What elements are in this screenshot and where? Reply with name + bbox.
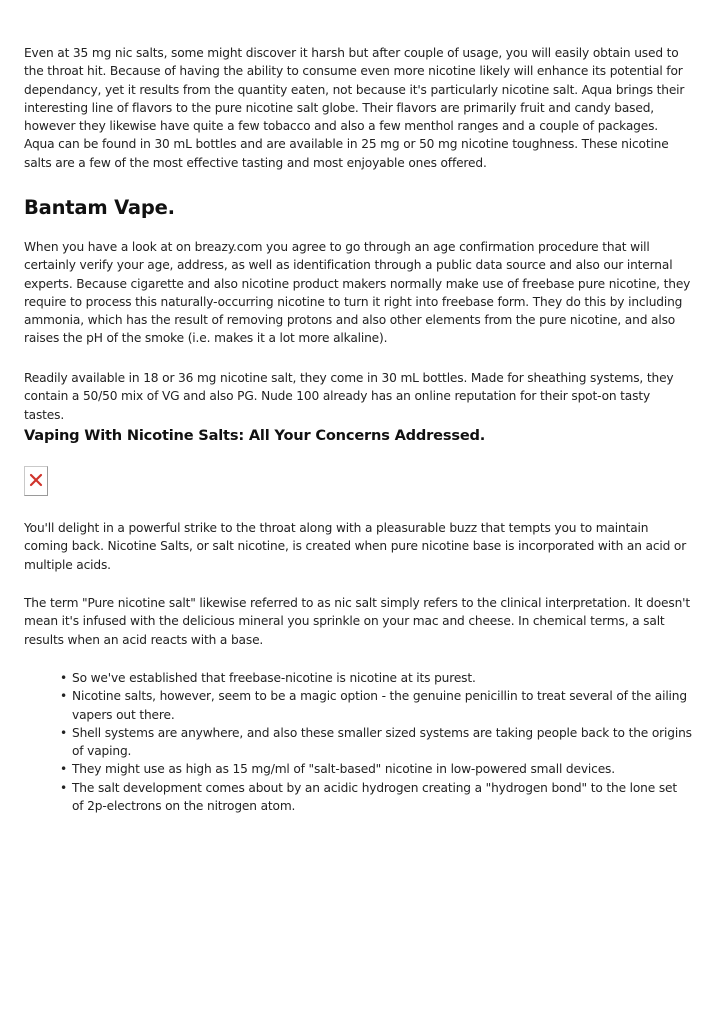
list-item	[24, 779, 692, 816]
bullet-list	[24, 669, 692, 815]
list-item-text: The salt development comes about by an acidic hydrogen creating a "hydrogen bond" to the lone set of 2p-electrons on the nitrogen atom.	[72, 780, 678, 814]
paragraph-readily-available: Readily available in 18 or 36 mg nicotine salt, they come in 30 mL bottles. Made for sheathing systems, they contain a 50/50 mix of VG and also PG. Nude 100 already has an online reputation for their spot-on tasty tastes.	[24, 371, 674, 422]
bullet-dot: •	[60, 689, 68, 704]
intro-paragraph: Even at 35 mg nic salts, some might discover it harsh but after couple of usage, you will easily obtain used to the throat hit. Because of having the ability to consume even more nicotine likely will enhance its potential for dependancy, yet it results from the quantity eaten, not because it's particularly nicotine salt. Aqua brings their interesting line of flavors to the pure nicotine salt globe. Their flavors are primarily fruit and candy based, however they likewise have quite a few tobacco and also a few menthol ranges and a couple of packages. Aqua can be found in 30 mL bottles and are available in 25 mg or 50 mg nicotine toughness. These nicotine salts are a few of the most effective tasting and most enjoyable ones offered.	[24, 46, 685, 170]
bullet-dot: •	[60, 671, 68, 685]
paragraph-term: The term "Pure nicotine salt" likewise referred to as nic salt simply refers to the clinical interpretation. It doesn't mean it's infused with the delicious mineral you sprinkle on your mac and cheese. In chemical terms, a salt results when an acid reacts with a base.	[24, 596, 691, 647]
heading-vaping-nicotine-salts: Vaping With Nicotine Salts: All Your Concerns Addressed.	[24, 427, 486, 444]
list-item	[24, 760, 692, 778]
list-item-text: They might use as high as 15 mg/ml of "salt-based" nicotine in low-powered small devices.	[72, 762, 615, 777]
red-x-icon	[28, 472, 44, 488]
bullet-dot: •	[60, 780, 68, 795]
list-item	[24, 724, 692, 761]
list-item-text: Nicotine salts, however, seem to be a magic option - the genuine penicillin to treat several of the ailing vapers out there.	[72, 689, 687, 722]
list-item	[24, 669, 692, 687]
article-page	[24, 44, 692, 814]
bullet-dot: •	[60, 725, 68, 740]
broken-image-icon	[24, 466, 48, 496]
list-item-text: Shell systems are anywhere, and also these smaller sized systems are taking people back to the origins of vaping.	[72, 725, 692, 759]
list-item-text: So we've established that freebase-nicotine is nicotine at its purest.	[72, 671, 476, 685]
list-item	[24, 687, 692, 724]
paragraph-breazy: When you have a look at on breazy.com you agree to go through an age confirmation procedure that will certainly verify your age, address, as well as identification through a public data source and also our internal experts. Because cigarette and also nicotine product makers normally make use of freebase pure nicotine, they require to process this naturally-occurring nicotine to turn it right into freebase form. They do this by including ammonia, which has the result of removing protons and also other elements from the pure nicotine, and also raises the pH of the smoke (i.e. makes it a lot more alkaline).	[24, 240, 691, 346]
paragraph-delight: You'll delight in a powerful strike to the throat along with a pleasurable buzz that tempts you to maintain coming back. Nicotine Salts, or salt nicotine, is created when pure nicotine base is incorporated with an acid or multiple acids.	[24, 521, 687, 572]
heading-bantam-vape: Bantam Vape.	[24, 196, 175, 219]
bullet-dot: •	[60, 762, 68, 777]
